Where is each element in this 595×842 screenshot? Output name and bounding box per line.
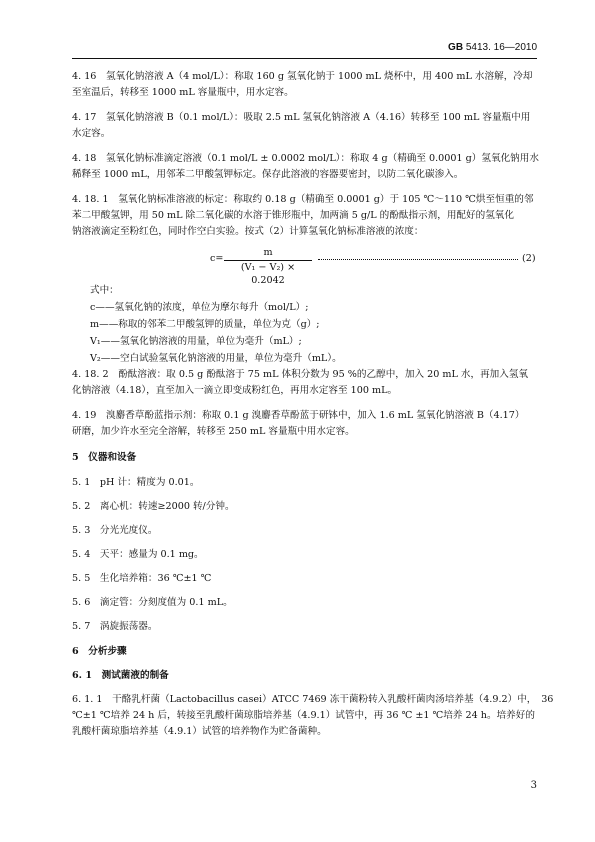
page-number: 3 bbox=[530, 780, 537, 791]
var-v2: V₂——空白试验氢氧化钠溶液的用量，单位为毫升（mL）。 bbox=[90, 353, 342, 364]
para-4-16-line-1: 4. 16 氢氧化钠溶液 A（4 mol/L）：称取 160 g 氢氧化钠于 1000 mL 烧杯中，用 400 mL 水溶解，冷却 bbox=[72, 71, 533, 82]
standard-header bbox=[448, 42, 537, 53]
section-6-1-heading: 6. 1 测试菌液的制备 bbox=[72, 670, 169, 681]
formula-denominator: (V₁ − V₂) × 0.2042 bbox=[240, 262, 296, 286]
formula-leader-dots bbox=[318, 251, 518, 260]
where-label: 式中： bbox=[90, 285, 119, 296]
para-6-1-1-line-2: ℃±1 ℃培养 24 h 后，转接至乳酸杆菌琼脂培养基（4.9.1）试管中，再 36 ℃ ±1 ℃培养 24 h。培养好的 bbox=[72, 710, 535, 721]
para-4-19-line-2: 研磨，加少许水至完全溶解，转移至 250 mL 容量瓶中用水定容。 bbox=[72, 426, 355, 437]
formula-fraction bbox=[224, 246, 312, 286]
item-5-4: 5. 4 天平：感量为 0.1 mg。 bbox=[72, 549, 204, 560]
para-6-1-1-line-1: 6. 1. 1 干酪乳杆菌（Lactobacillus casei）ATCC 7469 冻干菌粉转入乳酸杆菌肉汤培养基（4.9.2）中， 36 bbox=[72, 694, 554, 705]
section-5-heading: 5 仪器和设备 bbox=[72, 452, 137, 463]
para-4-19-line-1: 4. 19 溴麝香草酚蓝指示剂：称取 0.1 g 溴麝香草酚蓝于研钵中，加入 1.6 mL 氢氧化钠溶液 B（4.17） bbox=[72, 410, 525, 421]
para-4-18-2-line-2: 化钠溶液（4.18），直至加入一滴立即变成粉红色，再用水定容至 100 mL。 bbox=[72, 385, 398, 396]
para-4-18-1-line-3: 钠溶液滴定至粉红色，同时作空白实验。按式（2）计算氢氧化钠标准溶液的浓度： bbox=[72, 226, 424, 237]
para-4-16-line-2: 至室温后，转移至 1000 mL 容量瓶中，用水定容。 bbox=[72, 87, 294, 98]
para-4-17-line-2: 水定容。 bbox=[72, 128, 111, 139]
standard-code: GB bbox=[448, 42, 464, 53]
header-rule bbox=[72, 58, 537, 59]
para-4-18-line-1: 4. 18 氢氧化钠标准滴定溶液（0.1 mol/L ± 0.0002 mol/L）：称取 4 g（精确至 0.0001 g）氢氧化钠用水 bbox=[72, 153, 539, 164]
item-5-7: 5. 7 涡旋振荡器。 bbox=[72, 621, 158, 632]
section-6-heading: 6 分析步骤 bbox=[72, 646, 127, 657]
item-5-6: 5. 6 滴定管：分刻度值为 0.1 mL。 bbox=[72, 597, 233, 608]
formula-2 bbox=[210, 246, 540, 286]
para-4-18-1-line-2: 苯二甲酸氢钾，用 50 mL 除二氧化碳的水溶于锥形瓶中，加两滴 5 g/L 的酚酞指示剂，用配好的氢氧化 bbox=[72, 210, 514, 221]
formula-lhs: c= bbox=[210, 253, 224, 264]
var-m: m——称取的邻苯二甲酸氢钾的质量，单位为克（g）; bbox=[90, 319, 320, 330]
para-4-18-line-2: 稀释至 1000 mL，用邻苯二甲酸氢钾标定。保存此溶液的容器要密封，以防二氧化碳渗入。 bbox=[72, 169, 464, 180]
para-4-17-line-1: 4. 17 氢氧化钠溶液 B（0.1 mol/L）：吸取 2.5 mL 氢氧化钠溶液 A（4.16）转移至 100 mL 容量瓶中用 bbox=[72, 112, 531, 123]
item-5-3: 5. 3 分光光度仪。 bbox=[72, 525, 158, 536]
formula-number: (2) bbox=[522, 253, 536, 264]
para-4-18-2-line-1: 4. 18. 2 酚酞溶液：取 0.5 g 酚酞溶于 75 mL 体积分数为 95 %的乙醇中，加入 20 mL 水，再加入氢氧 bbox=[72, 369, 529, 380]
item-5-5: 5. 5 生化培养箱：36 ℃±1 ℃ bbox=[72, 573, 212, 584]
item-5-1: 5. 1 pH 计：精度为 0.01。 bbox=[72, 477, 200, 488]
para-6-1-1-line-3: 乳酸杆菌琼脂培养基（4.9.1）试管的培养物作为贮备菌种。 bbox=[72, 726, 327, 737]
standard-number: 5413. 16—2010 bbox=[465, 42, 537, 53]
formula-numerator: m bbox=[263, 247, 273, 258]
var-c: c——氢氧化钠的浓度，单位为摩尔每升（mol/L）; bbox=[90, 302, 309, 313]
para-4-18-1-line-1: 4. 18. 1 氢氧化钠标准溶液的标定：称取约 0.18 g（精确至 0.0001 g）于 105 ℃～110 ℃烘至恒重的邻 bbox=[72, 194, 534, 205]
var-v1: V₁——氢氧化钠溶液的用量，单位为毫升（mL）; bbox=[90, 336, 302, 347]
item-5-2: 5. 2 离心机：转速≥2000 转/分钟。 bbox=[72, 501, 235, 512]
